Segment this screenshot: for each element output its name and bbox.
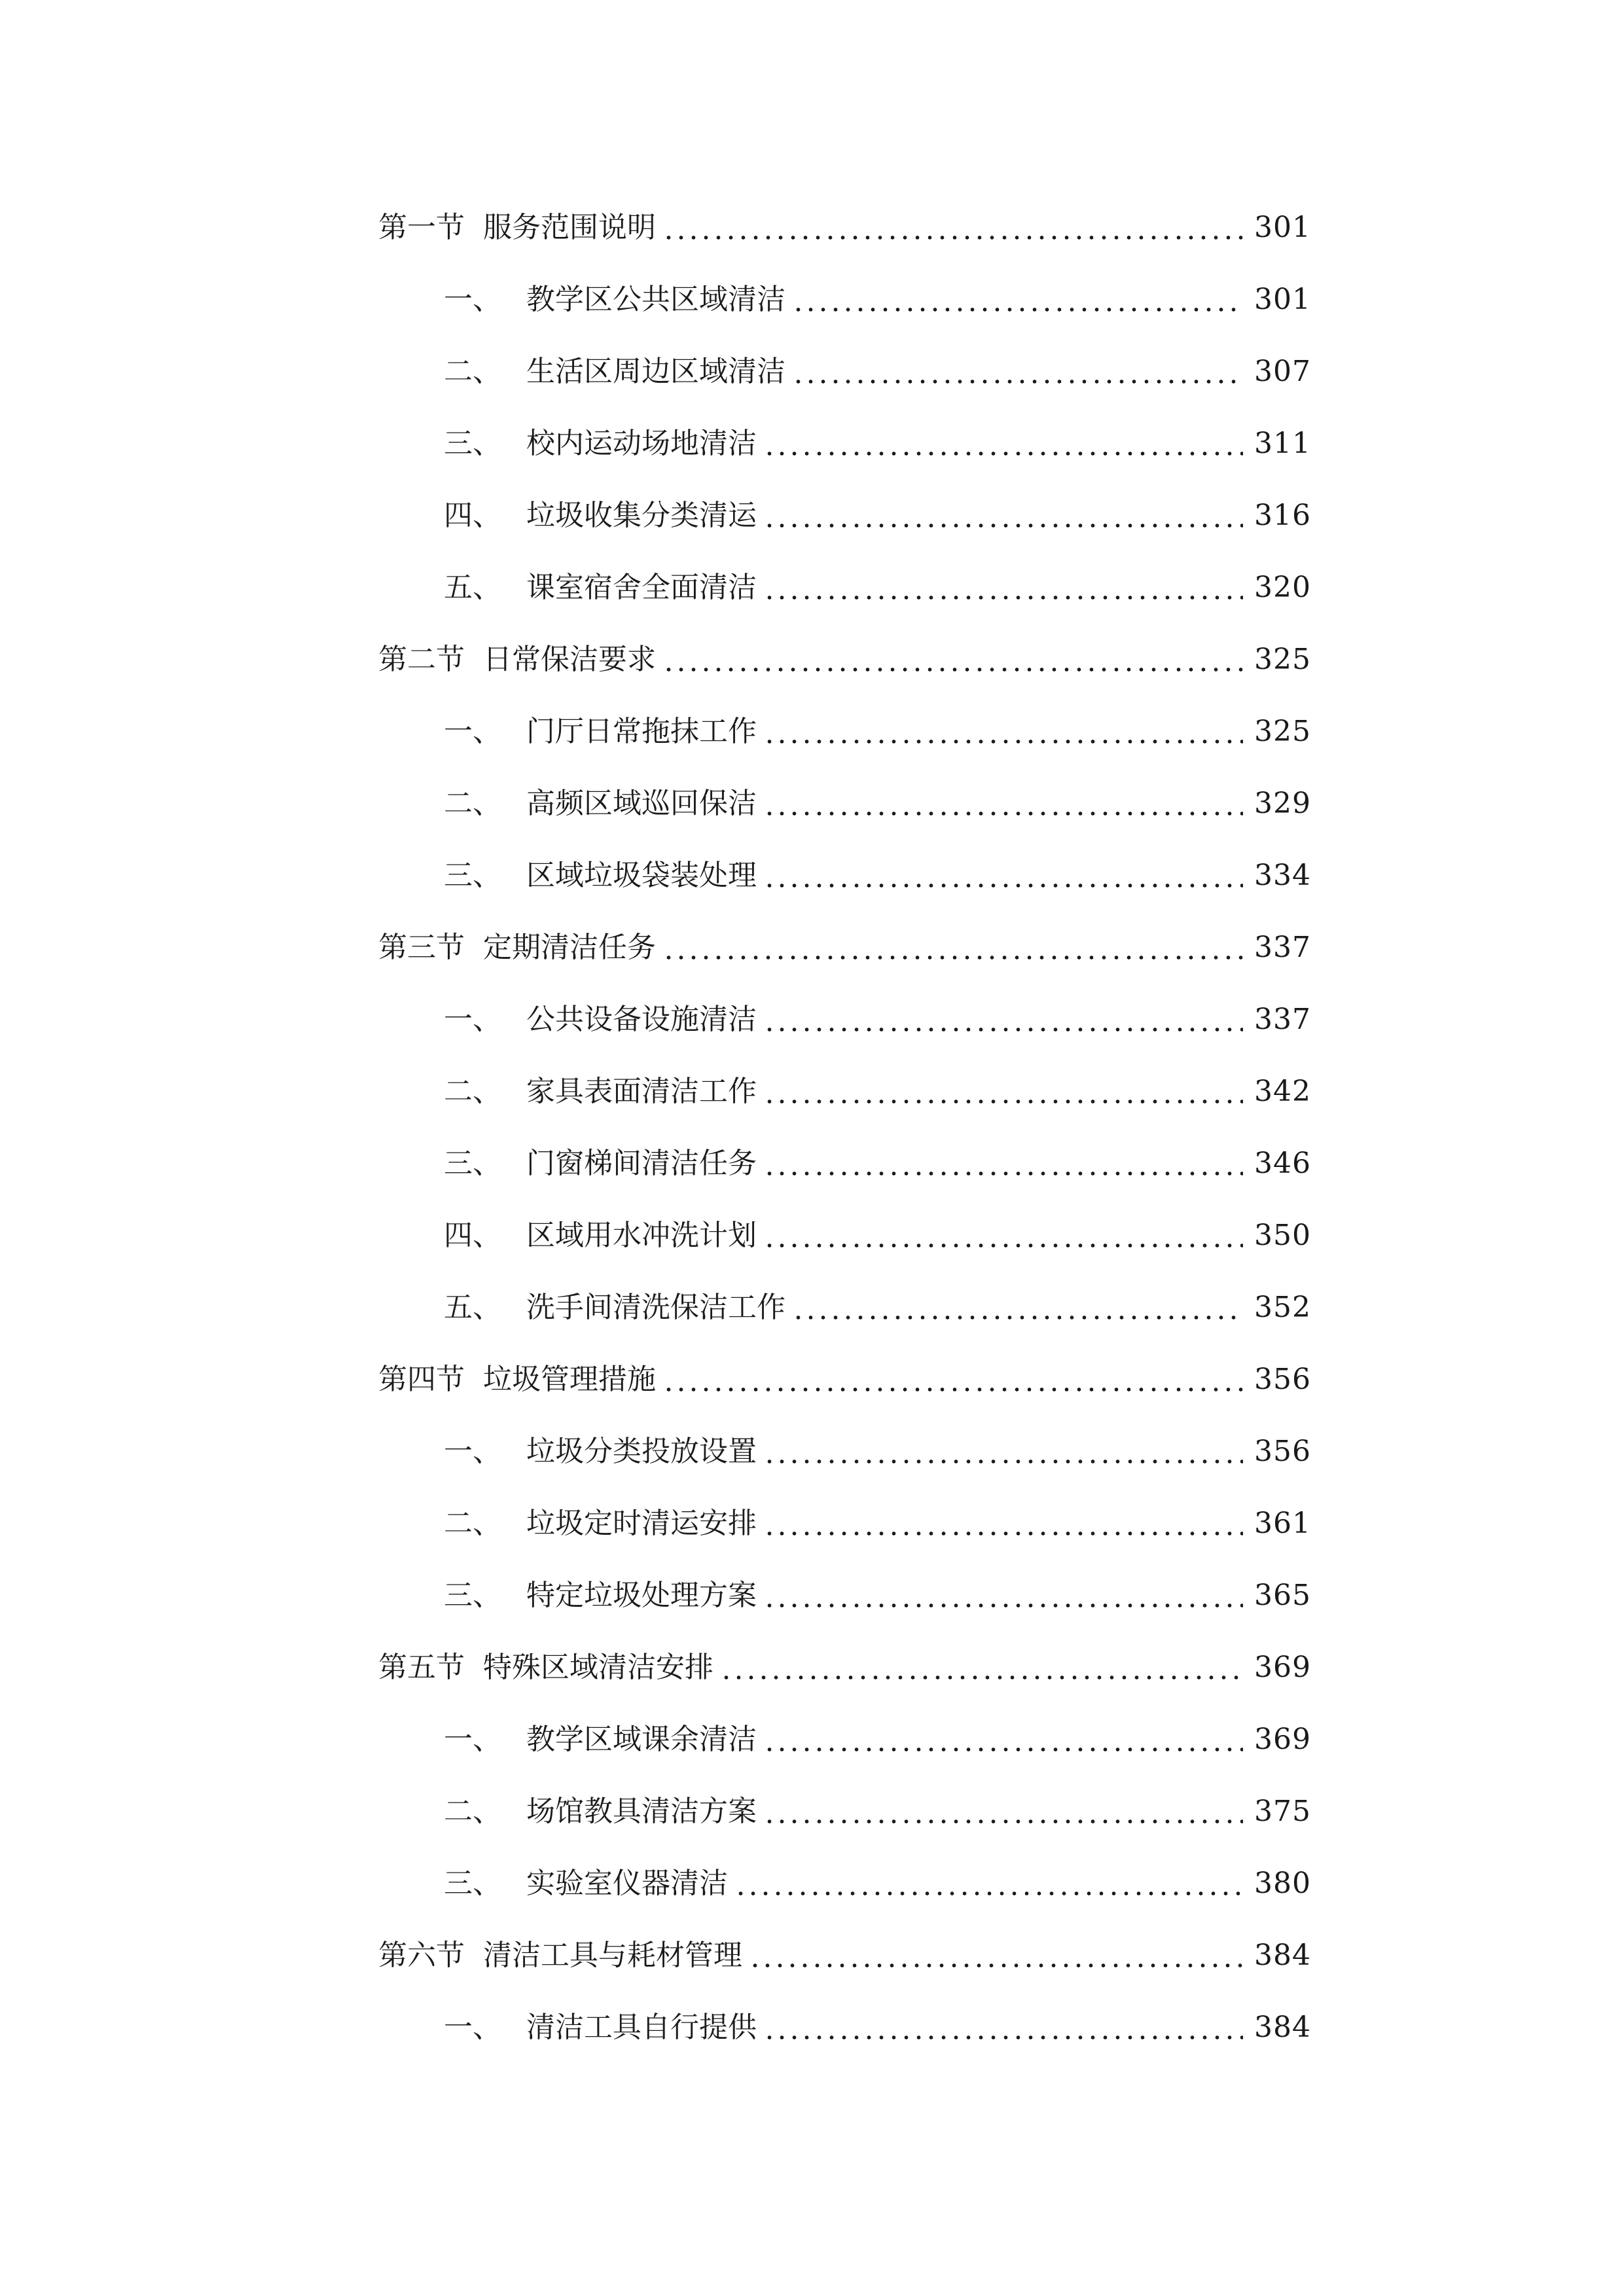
page-number: 356 xyxy=(1254,1435,1311,1468)
toc-title: 清洁工具与耗材管理 xyxy=(483,1939,742,1972)
page-number: 334 xyxy=(1254,859,1311,892)
dot-leader xyxy=(763,1570,1243,1622)
toc-subsection[interactable] xyxy=(0,2001,1624,2054)
toc-title: 洗手间清洗保洁工作 xyxy=(526,1291,785,1324)
section-number: 第一节 xyxy=(378,211,465,244)
toc-title: 门厅日常拖抹工作 xyxy=(526,715,757,748)
page-number: 325 xyxy=(1254,643,1311,676)
toc-title: 家具表面清洁工作 xyxy=(526,1075,757,1108)
dot-leader xyxy=(763,562,1243,614)
subsection-number: 一、 xyxy=(444,1723,501,1756)
toc-title: 服务范围说明 xyxy=(483,211,656,244)
dot-leader xyxy=(662,922,1243,974)
page-number: 352 xyxy=(1254,1291,1311,1324)
section-number: 第三节 xyxy=(378,931,465,964)
section-number: 第二节 xyxy=(378,643,465,676)
subsection-number: 一、 xyxy=(444,1003,501,1036)
toc-title: 垃圾管理措施 xyxy=(483,1363,656,1396)
page-number: 365 xyxy=(1254,1579,1311,1612)
dot-leader xyxy=(763,1066,1243,1118)
page-number: 301 xyxy=(1254,211,1311,244)
toc-title: 区域用水冲洗计划 xyxy=(526,1219,757,1252)
dot-leader xyxy=(763,1498,1243,1550)
subsection-number: 四、 xyxy=(444,499,501,532)
page-number: 375 xyxy=(1254,1795,1311,1828)
page-number: 320 xyxy=(1254,571,1311,604)
page-number: 342 xyxy=(1254,1075,1311,1108)
toc-title: 课室宿舍全面清洁 xyxy=(526,571,757,604)
toc-title: 日常保洁要求 xyxy=(483,643,656,676)
page-number: 337 xyxy=(1254,931,1311,964)
subsection-number: 五、 xyxy=(444,571,501,604)
page-number: 316 xyxy=(1254,499,1311,532)
toc-subsection[interactable] xyxy=(0,1570,1624,1622)
subsection-number: 二、 xyxy=(444,1075,501,1108)
toc-title: 实验室仪器清洁 xyxy=(526,1867,728,1900)
page-number: 384 xyxy=(1254,1939,1311,1972)
toc-subsection[interactable] xyxy=(0,1498,1624,1550)
section-number: 第五节 xyxy=(378,1651,465,1684)
toc-subsection[interactable] xyxy=(0,778,1624,830)
subsection-number: 三、 xyxy=(444,427,501,460)
toc-subsection[interactable] xyxy=(0,1282,1624,1334)
toc-section[interactable] xyxy=(0,1641,1624,1694)
toc-title: 特殊区域清洁安排 xyxy=(483,1651,713,1684)
toc-subsection[interactable] xyxy=(0,274,1624,326)
subsection-number: 一、 xyxy=(444,1435,501,1468)
dot-leader xyxy=(792,346,1243,398)
subsection-number: 三、 xyxy=(444,1147,501,1180)
dot-leader xyxy=(662,634,1243,686)
dot-leader xyxy=(662,202,1243,254)
page-number: 384 xyxy=(1254,2011,1311,2044)
toc-subsection[interactable] xyxy=(0,1138,1624,1190)
dot-leader xyxy=(763,706,1243,758)
page-number: 369 xyxy=(1254,1723,1311,1756)
subsection-number: 三、 xyxy=(444,1867,501,1900)
toc-subsection[interactable] xyxy=(0,490,1624,542)
toc-subsection[interactable] xyxy=(0,1426,1624,1478)
dot-leader xyxy=(792,1282,1243,1334)
toc-title: 清洁工具自行提供 xyxy=(526,2011,757,2044)
dot-leader xyxy=(763,778,1243,830)
section-number: 第四节 xyxy=(378,1363,465,1396)
section-number: 第六节 xyxy=(378,1939,465,1972)
toc-subsection[interactable] xyxy=(0,994,1624,1046)
page-number: 346 xyxy=(1254,1147,1311,1180)
page-number: 311 xyxy=(1254,427,1311,460)
dot-leader xyxy=(763,850,1243,902)
subsection-number: 三、 xyxy=(444,1579,501,1612)
toc-subsection[interactable] xyxy=(0,1066,1624,1118)
subsection-number: 三、 xyxy=(444,859,501,892)
subsection-number: 二、 xyxy=(444,355,501,388)
toc-subsection[interactable] xyxy=(0,346,1624,398)
toc-title: 特定垃圾处理方案 xyxy=(526,1579,757,1612)
toc-title: 垃圾分类投放设置 xyxy=(526,1435,757,1468)
dot-leader xyxy=(763,1785,1243,1838)
subsection-number: 二、 xyxy=(444,1507,501,1540)
dot-leader xyxy=(720,1641,1243,1694)
dot-leader xyxy=(763,418,1243,470)
subsection-number: 一、 xyxy=(444,2011,501,2044)
page-number: 301 xyxy=(1254,283,1311,316)
page-number: 325 xyxy=(1254,715,1311,748)
toc-subsection[interactable] xyxy=(0,1713,1624,1766)
toc-subsection[interactable] xyxy=(0,1857,1624,1910)
page-number: 356 xyxy=(1254,1363,1311,1396)
toc-section[interactable] xyxy=(0,1929,1624,1982)
toc-subsection[interactable] xyxy=(0,1210,1624,1262)
dot-leader xyxy=(792,274,1243,326)
toc-subsection[interactable] xyxy=(0,850,1624,902)
dot-leader xyxy=(763,1426,1243,1478)
dot-leader xyxy=(662,1354,1243,1406)
toc-title: 高频区域巡回保洁 xyxy=(526,787,757,820)
toc-subsection[interactable] xyxy=(0,1785,1624,1838)
subsection-number: 五、 xyxy=(444,1291,501,1324)
toc-section[interactable] xyxy=(0,922,1624,974)
dot-leader xyxy=(763,994,1243,1046)
toc-title: 公共设备设施清洁 xyxy=(526,1003,757,1036)
dot-leader xyxy=(763,1713,1243,1766)
page-number: 361 xyxy=(1254,1507,1311,1540)
page-number: 307 xyxy=(1254,355,1311,388)
subsection-number: 二、 xyxy=(444,787,501,820)
dot-leader xyxy=(763,1210,1243,1262)
page-number: 369 xyxy=(1254,1651,1311,1684)
toc-title: 教学区公共区域清洁 xyxy=(526,283,785,316)
toc-title: 垃圾收集分类清运 xyxy=(526,499,757,532)
subsection-number: 二、 xyxy=(444,1795,501,1828)
subsection-number: 一、 xyxy=(444,283,501,316)
toc-title: 区域垃圾袋装处理 xyxy=(526,859,757,892)
subsection-number: 一、 xyxy=(444,715,501,748)
page-number: 350 xyxy=(1254,1219,1311,1252)
dot-leader xyxy=(763,1138,1243,1190)
toc-title: 场馆教具清洁方案 xyxy=(526,1795,757,1828)
toc-title: 定期清洁任务 xyxy=(483,931,656,964)
toc-title: 生活区周边区域清洁 xyxy=(526,355,785,388)
toc-subsection[interactable] xyxy=(0,706,1624,758)
page-number: 337 xyxy=(1254,1003,1311,1036)
toc-subsection[interactable] xyxy=(0,418,1624,470)
toc-section[interactable] xyxy=(0,1354,1624,1406)
toc-title: 校内运动场地清洁 xyxy=(526,427,757,460)
toc-title: 门窗梯间清洁任务 xyxy=(526,1147,757,1180)
dot-leader xyxy=(749,1929,1243,1982)
toc-section[interactable] xyxy=(0,634,1624,686)
page-number: 329 xyxy=(1254,787,1311,820)
page-number: 380 xyxy=(1254,1867,1311,1900)
dot-leader xyxy=(734,1857,1243,1910)
toc-title: 教学区域课余清洁 xyxy=(526,1723,757,1756)
toc-subsection[interactable] xyxy=(0,562,1624,614)
toc-section[interactable] xyxy=(0,202,1624,254)
subsection-number: 四、 xyxy=(444,1219,501,1252)
dot-leader xyxy=(763,490,1243,542)
dot-leader xyxy=(763,2001,1243,2054)
toc-title: 垃圾定时清运安排 xyxy=(526,1507,757,1540)
